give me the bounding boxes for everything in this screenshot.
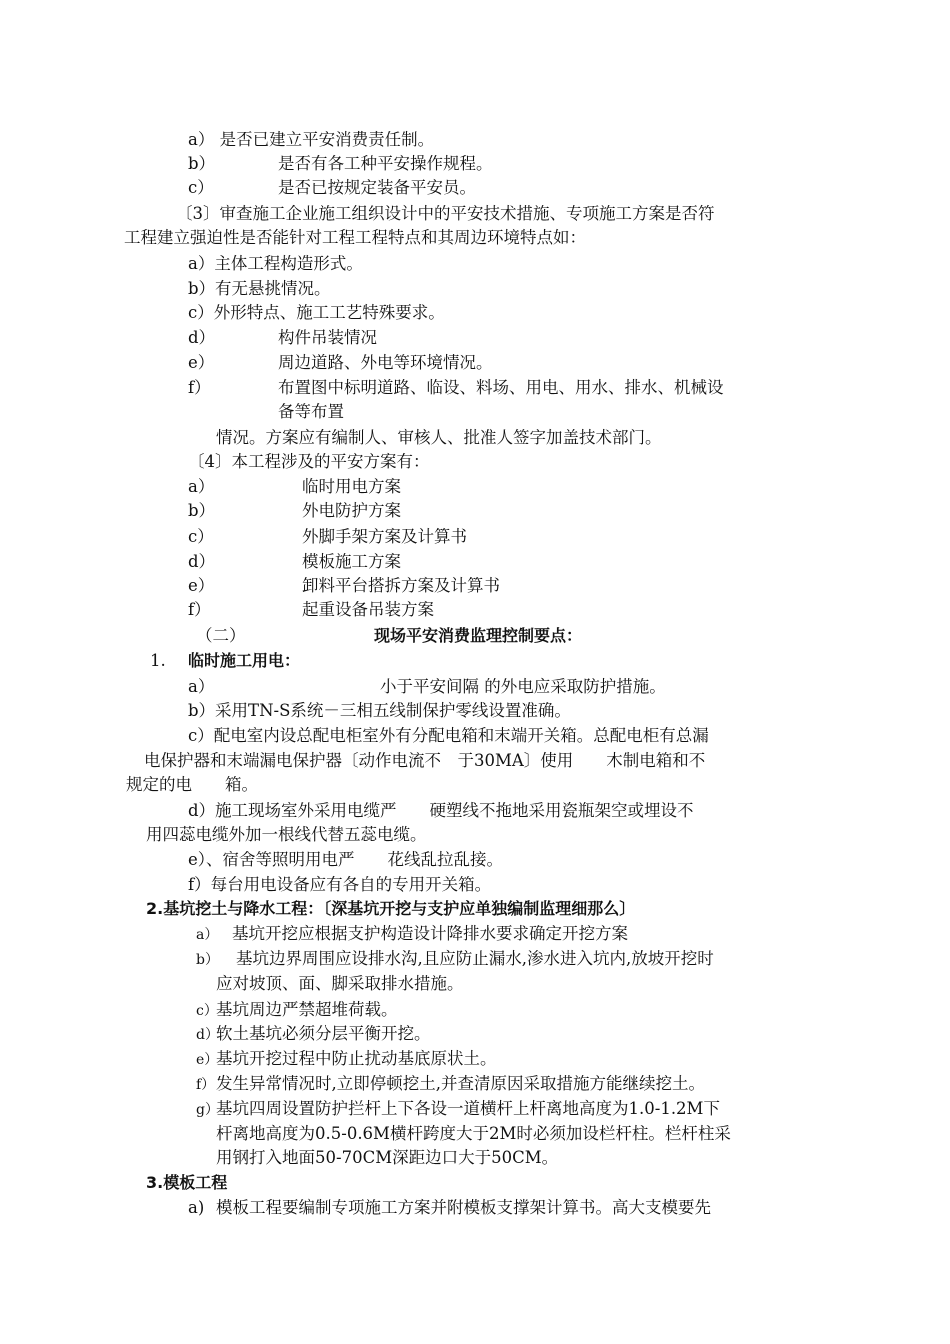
point-2-item-a-marker: a） <box>196 927 219 943</box>
s4-item-marker: a） <box>188 477 215 496</box>
s4-item-text: 临时用电方案 <box>302 477 401 496</box>
point-1-number: 1. <box>150 651 166 670</box>
point-2-title: 2.基坑挖土与降水工程：〔深基坑开挖与支护应单独编制监理细那么〕 <box>146 899 636 918</box>
s3-paragraph-line-1: 〔3〕审查施工企业施工组织设计中的平安技术措施、专项施工方案是否符 <box>176 204 715 223</box>
s3-item-f-text-2: 备等布置 <box>278 402 344 421</box>
point-1-item-e: e）、宿舍等照明用电严 花线乱拉乱接。 <box>188 850 504 869</box>
point-3-item-a-text: 模板工程要编制专项施工方案并附模板支撑架计算书。高大支模要先 <box>216 1198 711 1217</box>
point-1-item-a-text: 小于平安间隔 的外电应采取防护措施。 <box>380 677 666 696</box>
s3-item-a: a）主体工程构造形式。 <box>188 254 363 273</box>
section-2-title: 现场平安消费监理控制要点： <box>374 626 583 645</box>
s3-item-d-text: 构件吊装情况 <box>278 328 377 347</box>
point-2-item-c-marker: c） <box>196 1003 218 1019</box>
s1-item-c-marker: c） <box>188 178 214 197</box>
s4-item-marker: b） <box>188 501 216 520</box>
point-2-item-d-marker: d） <box>196 1027 219 1043</box>
s4-item-text: 起重设备吊装方案 <box>302 600 434 619</box>
s3-item-f-text-1: 布置图中标明道路、临设、料场、用电、用水、排水、机械设 <box>278 378 724 397</box>
s3-item-f-marker: f） <box>188 378 211 397</box>
s3-item-b: b）有无悬挑情况。 <box>188 279 331 298</box>
point-1-item-f: f）每台用电设备应有各自的专用开关箱。 <box>188 875 492 894</box>
s3-item-c: c）外形特点、施工工艺特殊要求。 <box>188 303 445 322</box>
s4-title: 〔4〕本工程涉及的平安方案有： <box>188 452 430 471</box>
s1-item-a: a） 是否已建立平安消费责任制。 <box>188 130 435 149</box>
s1-item-c-text: 是否已按规定装备平安员。 <box>278 178 476 197</box>
point-2-item-b-line-1: 基坑边界周围应设排水沟,且应防止漏水,渗水进入坑内,放坡开挖时 <box>236 949 714 968</box>
s3-item-e-text: 周边道路、外电等环境情况。 <box>278 353 493 372</box>
point-2-item-e-marker: e） <box>196 1052 219 1068</box>
point-1-item-d-line-2: 用四蕊电缆外加一根线代替五蕊电缆。 <box>146 825 427 844</box>
point-2-item-d-text: 软土基坑必须分层平衡开挖。 <box>216 1024 431 1043</box>
point-3-item-a-marker: a) <box>188 1198 205 1217</box>
point-1-item-c-line-3: 规定的电 箱。 <box>126 775 258 794</box>
s4-item-text: 卸料平台搭拆方案及计算书 <box>302 576 500 595</box>
s3-paragraph-line-2: 工程建立强迫性是否能针对工程工程特点和其周边环境特点如： <box>124 228 586 247</box>
point-2-item-g-line-1: 基坑四周设置防护拦杆上下各设一道横杆上杆离地高度为1.0-1.2M下 <box>216 1099 720 1118</box>
point-1-title: 临时施工用电： <box>188 651 301 670</box>
s4-item-marker: f） <box>188 600 211 619</box>
point-2-item-g-line-2: 杆离地高度为0.5-0.6M横杆跨度大于2M时必须加设栏杆柱。栏杆柱采 <box>216 1124 731 1143</box>
point-2-item-e-text: 基坑开挖过程中防止扰动基底原状土。 <box>216 1049 497 1068</box>
s4-item-marker: c） <box>188 527 214 546</box>
section-2-number: （二） <box>196 626 246 645</box>
point-2-item-a-text: 基坑开挖应根据支护构造设计降排水要求确定开挖方案 <box>232 924 628 943</box>
s1-item-b-text: 是否有各工种平安操作规程。 <box>278 154 493 173</box>
point-1-item-c-line-2: 电保护器和末端漏电保护器〔动作电流不 于30MA〕使用 木制电箱和不 <box>144 751 706 770</box>
point-2-item-c-text: 基坑周边严禁超堆荷载。 <box>216 1000 398 1019</box>
point-2-item-g-line-3: 用钢打入地面50-70CM深距边口大于50CM。 <box>216 1148 559 1167</box>
point-2-item-b-marker: b） <box>196 952 219 968</box>
s3-item-f-text-3: 情况。方案应有编制人、审核人、批准人签字加盖技术部门。 <box>216 428 662 447</box>
s4-item-marker: d） <box>188 552 216 571</box>
point-1-item-c-line-1: c）配电室内设总配电柜室外有分配电箱和末端开关箱。总配电柜有总漏 <box>188 726 709 745</box>
point-1-item-a-marker: a） <box>188 677 215 696</box>
s3-item-e-marker: e） <box>188 353 215 372</box>
s4-item-text: 外脚手架方案及计算书 <box>302 527 467 546</box>
point-1-item-d-line-1: d）施工现场室外采用电缆严 硬塑线不拖地采用瓷瓶架空或埋设不 <box>188 801 694 820</box>
point-2-item-g-marker: g） <box>196 1102 219 1118</box>
s4-item-marker: e） <box>188 576 215 595</box>
s4-item-text: 模板施工方案 <box>302 552 401 571</box>
s3-item-d-marker: d） <box>188 328 216 347</box>
s4-item-text: 外电防护方案 <box>302 501 401 520</box>
point-2-item-f-marker: f） <box>196 1077 216 1093</box>
point-2-item-f-text: 发生异常情况时,立即停顿挖土,并查清原因采取措施方能继续挖土。 <box>216 1074 705 1093</box>
point-2-item-b-line-2: 应对坡顶、面、脚采取排水措施。 <box>216 974 464 993</box>
point-1-item-b: b）采用TN-S系统－三相五线制保护零线设置准确。 <box>188 701 571 720</box>
point-3-title: 3.模板工程 <box>146 1173 228 1192</box>
s1-item-b-marker: b） <box>188 154 216 173</box>
